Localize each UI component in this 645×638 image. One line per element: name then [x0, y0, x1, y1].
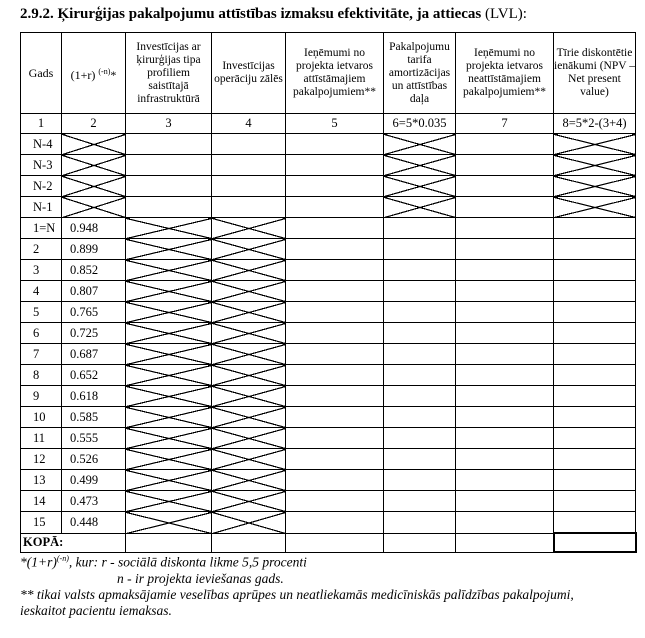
- page-title: [20, 6, 527, 23]
- empty-cell: [456, 365, 554, 386]
- discount-factor-cell: 0.852: [62, 260, 126, 281]
- table-row: [21, 449, 636, 470]
- header-revenue-not-developed: Ieņēmumi no projekta ietvaros neattīstāmajiem pakalpojumiem**: [456, 33, 554, 114]
- empty-cell: [456, 470, 554, 491]
- empty-cell: [286, 197, 384, 218]
- empty-cell: [456, 155, 554, 176]
- empty-cell: [456, 533, 554, 552]
- discount-factor-cell: 0.585: [62, 407, 126, 428]
- header-npv: Tīrie diskontētie ienākumi (NPV – Net present value): [554, 33, 636, 114]
- crossed-cell: [126, 386, 212, 407]
- empty-cell: [554, 449, 636, 470]
- empty-cell: [456, 491, 554, 512]
- crossed-cell: [212, 239, 286, 260]
- empty-cell: [456, 197, 554, 218]
- discount-factor-cell: 0.807: [62, 281, 126, 302]
- empty-cell: [286, 512, 384, 534]
- empty-cell: [286, 323, 384, 344]
- discount-factor-cell: 0.473: [62, 491, 126, 512]
- empty-cell: [286, 491, 384, 512]
- crossed-cell: [126, 323, 212, 344]
- empty-cell: [554, 512, 636, 534]
- header-revenue-developed: Ieņēmumi no projekta ietvaros attīstāmajiem pakalpojumiem**: [286, 33, 384, 114]
- year-cell: 6: [21, 323, 62, 344]
- empty-cell: [286, 134, 384, 155]
- empty-cell: [126, 155, 212, 176]
- discount-factor-cell: 0.499: [62, 470, 126, 491]
- year-cell: N-3: [21, 155, 62, 176]
- table-row: [21, 218, 636, 239]
- empty-cell: [456, 302, 554, 323]
- empty-cell: [554, 365, 636, 386]
- table-row: [21, 302, 636, 323]
- year-cell: 10: [21, 407, 62, 428]
- crossed-cell: [212, 344, 286, 365]
- empty-cell: [286, 344, 384, 365]
- empty-cell: [554, 491, 636, 512]
- empty-cell: [286, 407, 384, 428]
- header-discount-factor: (1+r) $^{(-n)}$*: [62, 33, 126, 114]
- empty-cell: [286, 428, 384, 449]
- year-cell: 1=N: [21, 218, 62, 239]
- year-cell: 9: [21, 386, 62, 407]
- table-row: [21, 512, 636, 534]
- empty-cell: [554, 302, 636, 323]
- empty-cell: [554, 281, 636, 302]
- crossed-cell: [212, 302, 286, 323]
- year-cell: 11: [21, 428, 62, 449]
- crossed-cell: [212, 491, 286, 512]
- col-number: 2: [62, 114, 126, 134]
- footnote-services-cont: ieskaitot pacientu iemaksas.: [20, 602, 172, 618]
- total-label: KOPĀ:: [21, 533, 126, 552]
- empty-cell: [554, 386, 636, 407]
- col-number: 6=5*0.035: [384, 114, 456, 134]
- table-row: [21, 260, 636, 281]
- empty-cell: [554, 260, 636, 281]
- empty-cell: [384, 407, 456, 428]
- title-text: 2.9.2. Ķirurģijas pakalpojumu attīstības izmaksu efektivitāte, ja attiecas: [20, 6, 482, 22]
- empty-cell: [212, 533, 286, 552]
- header-infrastructure-investment: Investīcijas ar ķirurģijas tipa profiliem saistītajā infrastruktūrā: [126, 33, 212, 114]
- empty-cell: [456, 428, 554, 449]
- col-number: 8=5*2-(3+4): [554, 114, 636, 134]
- empty-cell: [456, 386, 554, 407]
- crossed-cell: [126, 407, 212, 428]
- empty-cell: [384, 365, 456, 386]
- discount-factor-cell: 0.618: [62, 386, 126, 407]
- empty-cell: [286, 218, 384, 239]
- discount-factor-cell: 0.687: [62, 344, 126, 365]
- crossed-cell: [126, 344, 212, 365]
- empty-cell: [126, 134, 212, 155]
- empty-cell: [554, 428, 636, 449]
- empty-cell: [554, 323, 636, 344]
- header-tariff-amortization: Pakalpojumu tarifa amortizācijas un attīstības daļa: [384, 33, 456, 114]
- discount-factor-cell: 0.899: [62, 239, 126, 260]
- table-row: [21, 281, 636, 302]
- year-cell: N-2: [21, 176, 62, 197]
- empty-cell: [126, 176, 212, 197]
- empty-cell: [456, 449, 554, 470]
- table-row: [21, 470, 636, 491]
- year-cell: 4: [21, 281, 62, 302]
- empty-cell: [384, 470, 456, 491]
- year-cell: 15: [21, 512, 62, 534]
- crossed-cell: [212, 407, 286, 428]
- crossed-cell: [126, 449, 212, 470]
- empty-cell: [554, 344, 636, 365]
- crossed-cell: [212, 260, 286, 281]
- header-year: Gads: [21, 33, 62, 114]
- total-row: [21, 533, 636, 552]
- empty-cell: [286, 260, 384, 281]
- crossed-cell: [212, 323, 286, 344]
- table-row: [21, 155, 636, 176]
- crossed-cell: [212, 428, 286, 449]
- empty-cell: [384, 344, 456, 365]
- crossed-cell: [212, 386, 286, 407]
- empty-cell: [384, 428, 456, 449]
- empty-cell: [554, 407, 636, 428]
- empty-cell: [456, 344, 554, 365]
- table-row: [21, 239, 636, 260]
- crossed-cell: [384, 176, 456, 197]
- footnote-formula: $*(1+r)^{(-n)}$, kur: r - sociālā diskonta likme 5,5 procenti: [20, 554, 307, 570]
- header-row: [21, 33, 636, 114]
- table-row: [21, 344, 636, 365]
- crossed-cell: [126, 470, 212, 491]
- discount-factor-cell: 0.948: [62, 218, 126, 239]
- crossed-cell: [554, 176, 636, 197]
- footnotes: [20, 551, 635, 619]
- table-row: [21, 176, 636, 197]
- empty-cell: [126, 533, 212, 552]
- table-row: [21, 407, 636, 428]
- empty-cell: [456, 134, 554, 155]
- empty-cell: [384, 512, 456, 534]
- crossed-cell: [126, 281, 212, 302]
- crossed-cell: [126, 260, 212, 281]
- empty-cell: [286, 176, 384, 197]
- table-row: [21, 428, 636, 449]
- empty-cell: [384, 239, 456, 260]
- col-number: 1: [21, 114, 62, 134]
- discount-factor-cell: 0.652: [62, 365, 126, 386]
- crossed-cell: [126, 365, 212, 386]
- crossed-cell: [212, 512, 286, 534]
- year-cell: 13: [21, 470, 62, 491]
- empty-cell: [554, 218, 636, 239]
- empty-cell: [212, 155, 286, 176]
- empty-cell: [212, 197, 286, 218]
- year-cell: N-4: [21, 134, 62, 155]
- crossed-cell: [212, 365, 286, 386]
- empty-cell: [456, 512, 554, 534]
- empty-cell: [554, 239, 636, 260]
- npv-total-box: [554, 533, 636, 552]
- empty-cell: [212, 134, 286, 155]
- year-cell: 12: [21, 449, 62, 470]
- crossed-cell: [212, 218, 286, 239]
- empty-cell: [384, 218, 456, 239]
- empty-cell: [286, 281, 384, 302]
- col-number: 7: [456, 114, 554, 134]
- empty-cell: [384, 302, 456, 323]
- empty-cell: [212, 176, 286, 197]
- crossed-cell: [126, 491, 212, 512]
- year-cell: 2: [21, 239, 62, 260]
- crossed-cell: [126, 428, 212, 449]
- table-row: [21, 134, 636, 155]
- table-row: [21, 365, 636, 386]
- empty-cell: [554, 470, 636, 491]
- year-cell: 3: [21, 260, 62, 281]
- crossed-cell: [554, 155, 636, 176]
- col-number: 3: [126, 114, 212, 134]
- crossed-cell: [212, 470, 286, 491]
- crossed-cell: [126, 239, 212, 260]
- empty-cell: [456, 407, 554, 428]
- crossed-cell: [554, 134, 636, 155]
- empty-cell: [384, 281, 456, 302]
- year-cell: 7: [21, 344, 62, 365]
- empty-cell: [384, 323, 456, 344]
- empty-cell: [286, 533, 384, 552]
- table-row: [21, 197, 636, 218]
- empty-cell: [126, 197, 212, 218]
- crossed-cell: [62, 197, 126, 218]
- empty-cell: [456, 218, 554, 239]
- crossed-cell: [384, 134, 456, 155]
- empty-cell: [286, 365, 384, 386]
- col-number: 4: [212, 114, 286, 134]
- crossed-cell: [126, 218, 212, 239]
- empty-cell: [384, 449, 456, 470]
- cost-efficiency-table: [20, 32, 637, 553]
- table-row: [21, 386, 636, 407]
- discount-factor-cell: 0.765: [62, 302, 126, 323]
- year-cell: N-1: [21, 197, 62, 218]
- empty-cell: [286, 239, 384, 260]
- column-number-row: [21, 114, 636, 134]
- year-cell: 14: [21, 491, 62, 512]
- footnote-n-definition: n - ir projekta ieviešanas gads.: [117, 570, 284, 586]
- table-row: [21, 323, 636, 344]
- col-number: 5: [286, 114, 384, 134]
- crossed-cell: [554, 197, 636, 218]
- empty-cell: [286, 155, 384, 176]
- empty-cell: [456, 323, 554, 344]
- empty-cell: [384, 386, 456, 407]
- crossed-cell: [384, 155, 456, 176]
- empty-cell: [456, 239, 554, 260]
- crossed-cell: [126, 302, 212, 323]
- empty-cell: [384, 491, 456, 512]
- empty-cell: [286, 449, 384, 470]
- discount-factor-cell: 0.725: [62, 323, 126, 344]
- crossed-cell: [62, 155, 126, 176]
- empty-cell: [384, 260, 456, 281]
- header-operating-room-investment: Investīcijas operāciju zālēs: [212, 33, 286, 114]
- crossed-cell: [384, 197, 456, 218]
- crossed-cell: [62, 176, 126, 197]
- empty-cell: [286, 386, 384, 407]
- crossed-cell: [212, 449, 286, 470]
- empty-cell: [286, 470, 384, 491]
- empty-cell: [456, 260, 554, 281]
- crossed-cell: [126, 512, 212, 534]
- empty-cell: [286, 302, 384, 323]
- crossed-cell: [212, 281, 286, 302]
- discount-factor-cell: 0.555: [62, 428, 126, 449]
- empty-cell: [384, 533, 456, 552]
- empty-cell: [456, 281, 554, 302]
- discount-factor-cell: 0.448: [62, 512, 126, 534]
- year-cell: 8: [21, 365, 62, 386]
- footnote-services: ** tikai valsts apmaksājamie veselības aprūpes un neatliekamās medicīniskās palīdzības pakalpojumi,: [20, 586, 574, 602]
- empty-cell: [456, 176, 554, 197]
- table-row: [21, 491, 636, 512]
- crossed-cell: [62, 134, 126, 155]
- title-unit: (LVL):: [484, 6, 527, 22]
- discount-factor-cell: 0.526: [62, 449, 126, 470]
- year-cell: 5: [21, 302, 62, 323]
